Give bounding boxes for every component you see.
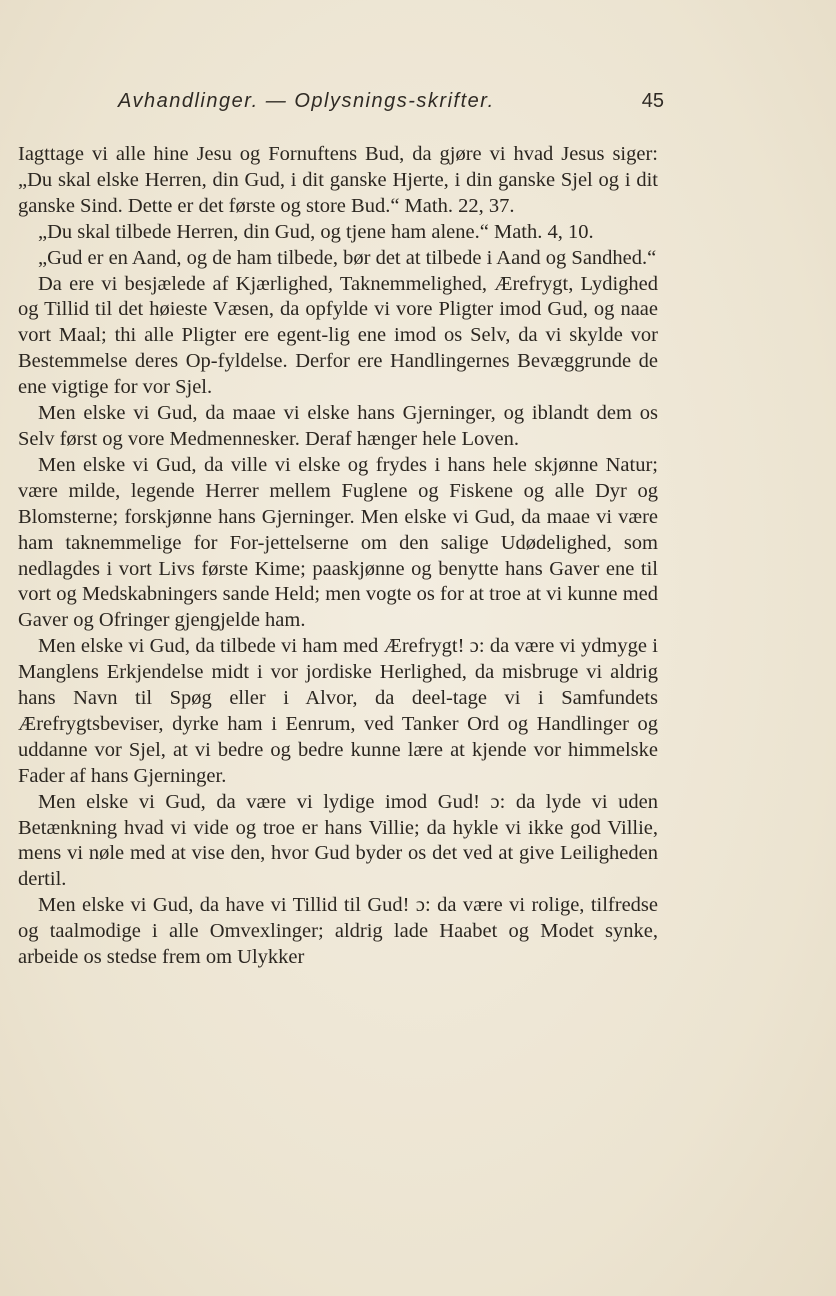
paragraph: „Du skal tilbede Herren, din Gud, og tjene ham alene.“ Math. 4, 10. — [38, 220, 594, 243]
paragraph: Da ere vi besjælede af Kjærlighed, Taknemmelighed, Ærefrygt, Lydighed og Tillid til det høieste Væsen, da opfylde vi vore Pligter imod Gud, og naae vort Maal; thi alle Pligter ere egent-lig ene imod os Selv, da vi skylde vor Bestemmelse deres Op-fyldelse. Derfor ere Handlingernes Bevæggrunde de ene vigtige for vor Sjel. — [18, 272, 658, 399]
paragraph: Men elske vi Gud, da ville vi elske og frydes i hans hele skjønne Natur; være milde, legende Herrer mellem Fuglene og Fiskene og alle Dyr og Blomsterne; forskjønne hans Gjerninger. Men elske vi Gud, da maae vi være ham taknemmelige for For-jettelserne om den salige Udødelighed, som nedlagdes i vort Livs første Kime; paaskjønne og benytte hans Gaver ene til vort og Medskabningers sande Held; men vogte os for at troe at vi kunne med Gaver og Ofringer gjengjelde ham. — [18, 453, 658, 632]
paragraph: Iagttage vi alle hine Jesu og Fornuftens Bud, da gjøre vi hvad Jesus siger: „Du skal elske Herren, din Gud, i dit ganske Hjerte, i din ganske Sjel og i dit ganske Sind. Dette er det første og store Bud.“ Math. 22, 37. — [18, 143, 658, 217]
paragraph: Men elske vi Gud, da tilbede vi ham med Ærefrygt! ɔ: da være vi ydmyge i Manglens Erkjendelse midt i vor jordiske Herlighed, da misbruge vi aldrig hans Navn til Spøg eller i Alvor, da deel-tage vi i Samfundets Ærefrygtsbeviser, dyrke ham i Eenrum, ved Tanker Ord og Handlinger og uddanne vor Sjel, at vi bedre og bedre kunne lære at kjende vor himmelske Fader af hans Gjerninger. — [18, 635, 658, 787]
paragraph: Men elske vi Gud, da maae vi elske hans Gjerninger, og iblandt dem os Selv først og vore Medmennesker. Deraf hænger hele Loven. — [18, 402, 658, 450]
running-title: Avhandlinger. — Oplysnings-skrifter. — [118, 90, 495, 112]
paragraph: Men elske vi Gud, da have vi Tillid til Gud! ɔ: da være vi rolige, tilfredse og taalmodige i alle Omvexlinger; aldrig lade Haabet og Modet synke, arbeide os stedse frem om Ulykker — [18, 894, 658, 969]
paragraph: „Gud er en Aand, og de ham tilbede, bør det at tilbede i Aand og Sandhed.“ — [38, 246, 657, 269]
running-header — [118, 90, 664, 120]
body-text — [18, 142, 658, 971]
paragraph: Men elske vi Gud, da være vi lydige imod Gud! ɔ: da lyde vi uden Betænkning hvad vi vide og troe er hans Villie; da hykle vi ikke god Villie, mens vi nøle med at vise den, hvor Gud byder os det ved at give Leiligheden dertil. — [18, 790, 658, 891]
page-number: 45 — [641, 90, 664, 112]
